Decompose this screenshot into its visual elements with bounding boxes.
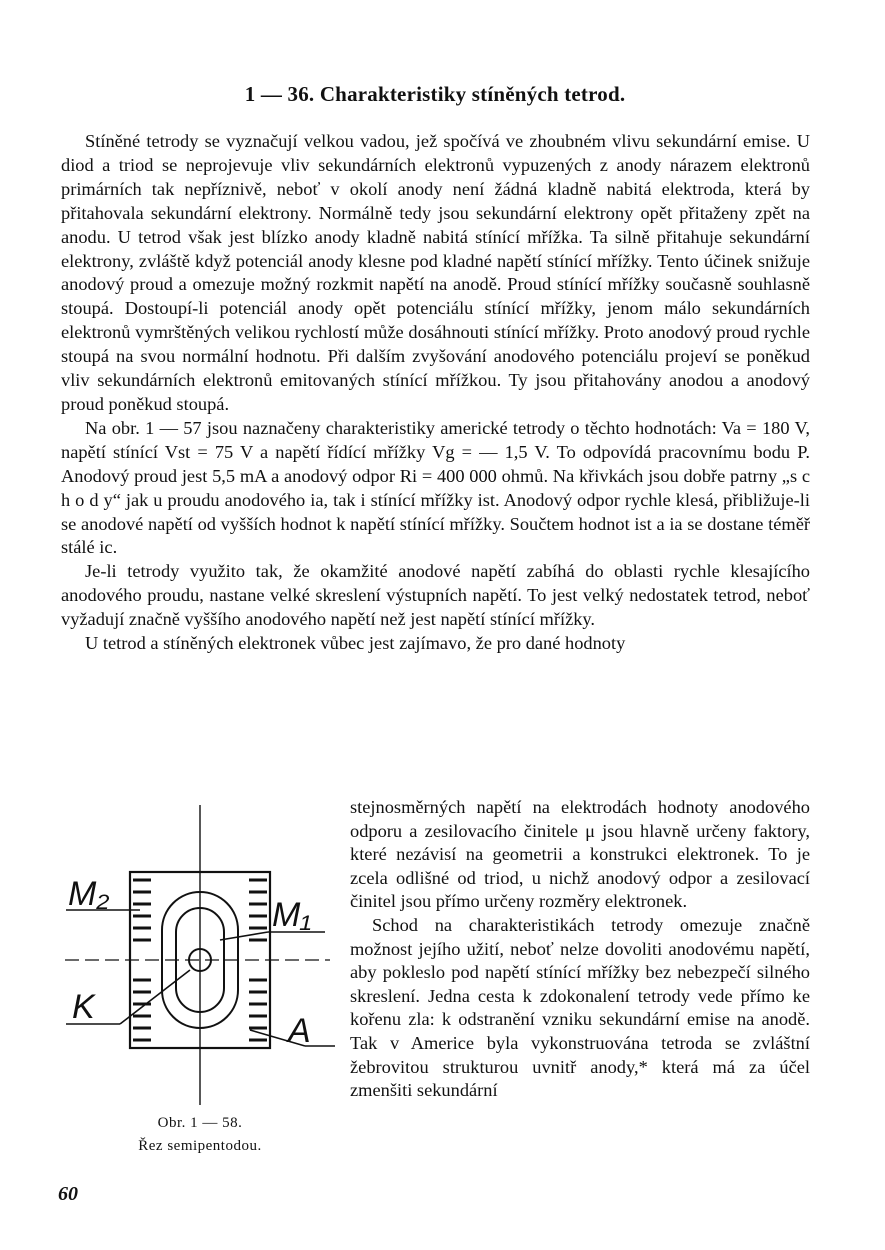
paragraph-american-tetrode: Na obr. 1 — 57 jsou naznačeny charakteristiky americké tetrody o těchto hodnotách: Va = 180 V, napětí stínící Vst = 75 V a napětí řídící mřížky Vg = — 1,5 V. To odpovídá pracovnímu bodu P. Anodový proud jest 5,5 mA a anodový odpor Ri = 400 000 ohmů. Na křivkách jsou dobře patrny „s c h o d y“ jak u proudu anodového ia, tak i stínící mřížky ist. Anodový odpor rychle klesá, přibližuje-li se anodové napětí od vyšších hodnot k napětí stínící mřížky. Součtem hodnot ist a ia se dostane téměř stálé ic.: [61, 417, 810, 558]
caption-text: Řez semipentodou.: [138, 1138, 262, 1154]
paragraph-shielded-tubes-start: U tetrod a stíněných elektronek vůbec jest zajímavo, že pro dané hodnoty: [85, 633, 626, 654]
section-heading: 1 — 36. Charakteristiky stíněných tetrod.: [244, 82, 626, 106]
label-k: K: [72, 988, 95, 1026]
caption-number: Obr. 1 — 58.: [157, 1115, 243, 1131]
label-m1: M₁: [272, 896, 312, 934]
paragraph-step-limitation: Schod na charakteristikách tetrody omezuje značně možnost jejího užití, neboť nelze dovoliti anodovému napětí, aby pokleslo pod napětí stínící mřížky bez nebezpečí silného skreslení. Jedna cesta k zdokonalení tetrody vede přímo ke kořenu zla: k odstranění vzniku sekundární emise na anodě. Tak v Americe byla vykonstruována tetroda se zvláštní žebrovitou strukturou uvnitř anody,* která má za účel zmenšiti sekundární: [350, 914, 810, 1101]
paragraph-distortion: Je-li tetrody využito tak, že okamžité anodové napětí zabíhá do oblasti rychle klesajícího anodového proudu, nastane velké skreslení výstupních napětí. To jest velký nedostatek tetrod, neboť vyžadují značně vyššího anodového napětí než jest napětí stínící mřížky.: [61, 561, 810, 630]
figure-semipentode-section: [60, 800, 340, 1160]
main-text: [61, 130, 810, 656]
semipentode-diagram: [60, 800, 340, 1120]
paragraph-secondary-emission: Stíněné tetrody se vyznačují velkou vadou, jež spočívá ve zhoubném vlivu sekundární emise. U diod a triod se neprojevuje vliv sekundárních elektronů vypuzených z anody nárazem elektronů primárních tak nepříznivě, neboť v okolí anody není žádná kladně nabitá elektroda, která by přitahovala sekundární elektrony. Normálně tedy jsou sekundární elektrony opět přitaženy zpět na anodu. U tetrod však jest blízko anody kladně nabitá stínící mřížka. Ta silně přitahuje sekundární elektrony, zvláště když potenciál anody klesne pod kladné napětí stínící mřížky. Tento účinek snižuje anodový proud a omezuje možný rozkmit napětí na anodě. Proud stínící mřížky současně souhlasně stoupá. Dostoupí-li potenciál anody opět potenciálu stínící mřížky, jenom málo sekundárních elektronů vymrštěných velikou rychlostí může dosáhnouti stínící mřížky. Proto anodový proud rychle stoupá na svou normální hodnotu. Při dalším zvyšování anodového potenciálu projeví se poněkud vliv sekundárních elektronů emitovaných stínící mřížkou. Ty jsou přitahovány anodou a anodový proud poněkud stoupá.: [61, 131, 810, 414]
label-a: A: [288, 1012, 311, 1050]
figure-caption: [60, 1112, 340, 1158]
paragraph-dc-voltages: stejnosměrných napětí na elektrodách hodnoty anodového odporu a zesilovacího činitele μ jsou hlavně určeny faktory, které nezávisí na geometrii a konstrukci elektronek. To je zcela odlišné od triod, u nichž anodový odpor a zesilovací činitel jsou přímo určeny rozměry elektronek.: [350, 797, 810, 912]
label-m2: M₂: [68, 875, 110, 913]
page-number: 60: [58, 1183, 78, 1205]
right-column-text: [350, 796, 810, 1103]
